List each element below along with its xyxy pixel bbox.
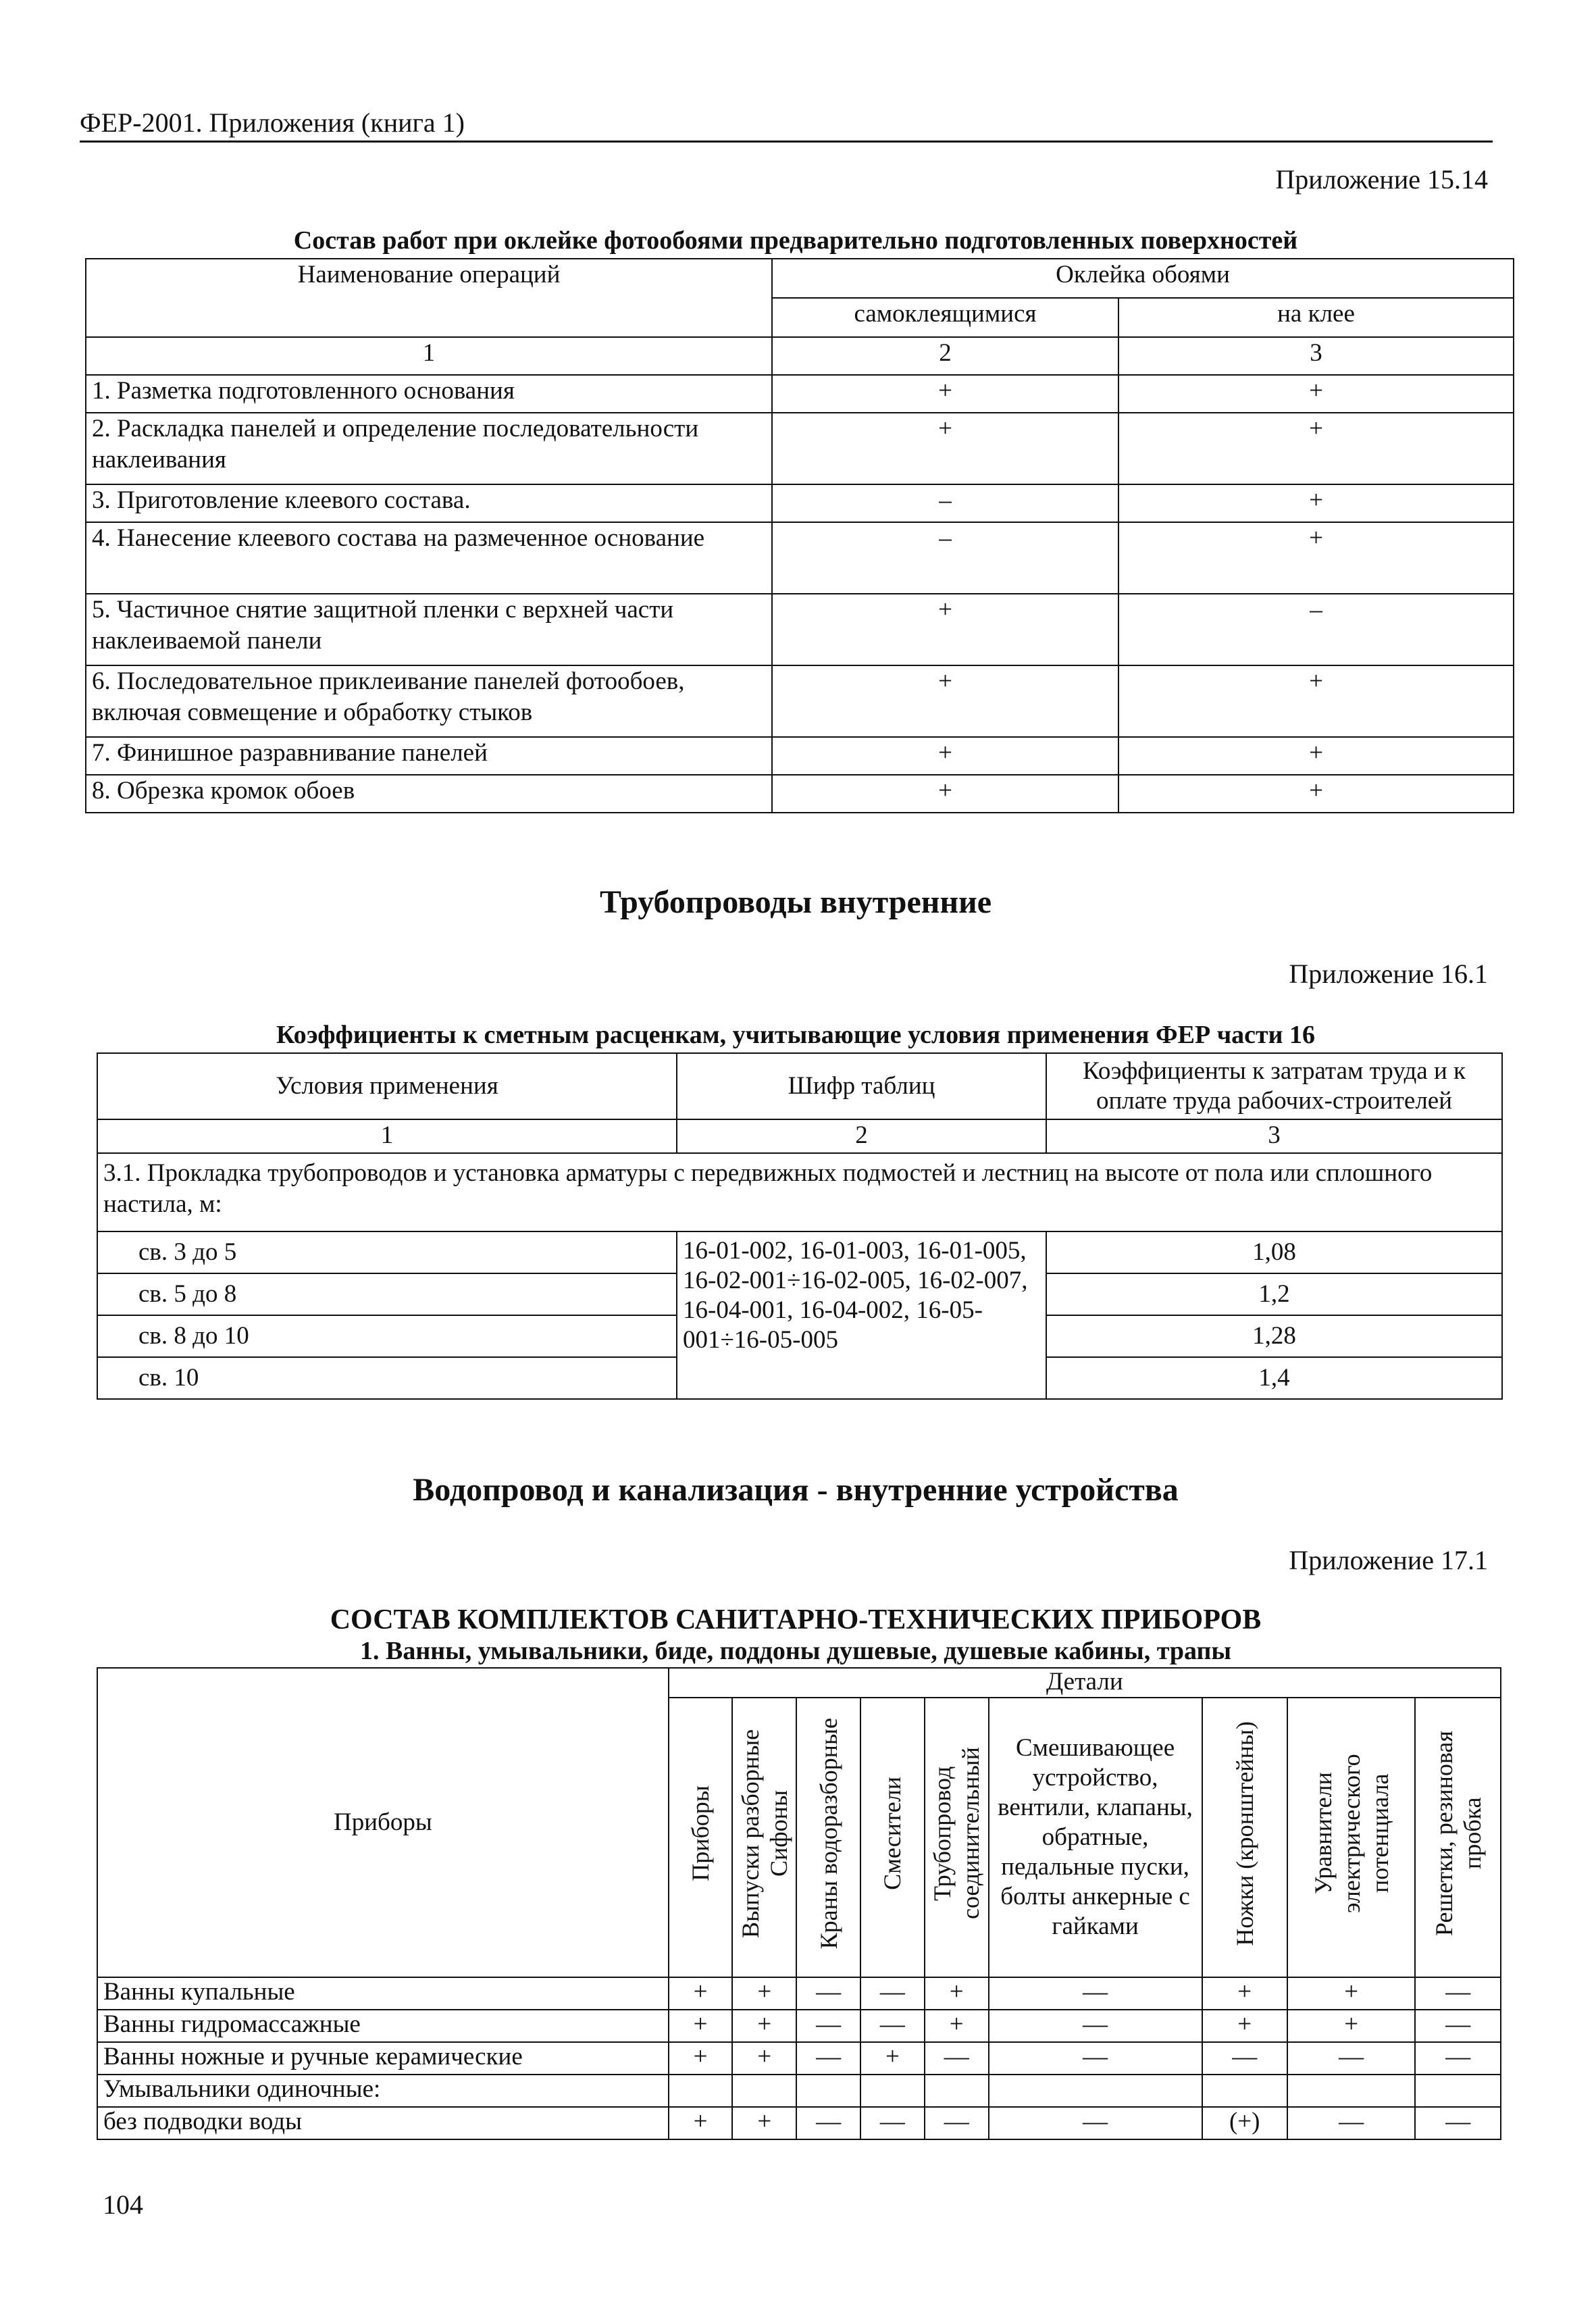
mark-glue: +	[1118, 484, 1514, 522]
col-header-drains-siphons: Выпуски разборные Сифоны	[732, 1698, 796, 1977]
col-header-taps: Краны водоразборные	[796, 1698, 860, 1977]
group-row-label: 3.1. Прокладка трубопроводов и установка арматуры с передвижных подмостей и лестниц на высоте от пола или сплошного настила, м:	[97, 1153, 1502, 1231]
cell: —	[989, 1977, 1202, 2010]
mark-glue: +	[1118, 775, 1514, 813]
mark-self-adhesive: +	[772, 594, 1118, 665]
coefficient-value: 1,4	[1046, 1357, 1502, 1399]
table3-title: СОСТАВ КОМПЛЕКТОВ САНИТАРНО-ТЕХНИЧЕСКИХ ПРИБОРОВ	[330, 1604, 1262, 1635]
table-row	[86, 665, 1514, 737]
condition-label: св. 10	[97, 1357, 677, 1399]
coefficient-value: 1,2	[1046, 1273, 1502, 1315]
col-number: 3	[1118, 337, 1514, 375]
cell	[796, 2075, 860, 2107]
section-heading-plumbing: Водопровод и канализация - внутренние устройства	[413, 1472, 1179, 1508]
cell: —	[1287, 2107, 1416, 2139]
operation-name: 2. Раскладка панелей и определение последовательности наклеивания	[86, 413, 772, 484]
table-row	[97, 1977, 1501, 2010]
cell: —	[796, 2107, 860, 2139]
mark-self-adhesive: +	[772, 775, 1118, 813]
mark-glue: +	[1118, 375, 1514, 413]
mark-self-adhesive: +	[772, 665, 1118, 737]
cell: +	[925, 1977, 989, 2010]
col-header-devices-detail: Приборы	[669, 1698, 733, 1977]
operation-name: 1. Разметка подготовленного основания	[86, 375, 772, 413]
cell: —	[860, 2107, 925, 2139]
col-number: 1	[97, 1119, 677, 1153]
operation-name: 7. Финишное разравнивание панелей	[86, 737, 772, 775]
cell: —	[1415, 2042, 1501, 2075]
cell: —	[1415, 2107, 1501, 2139]
col-number: 2	[772, 337, 1118, 375]
table3-subtitle: 1. Ванны, умывальники, биде, поддоны душевые, душевые кабины, трапы	[359, 1637, 1232, 1665]
table-row	[86, 484, 1514, 522]
cell: +	[732, 2010, 796, 2042]
device-name: Ванны купальные	[97, 1977, 669, 2010]
mark-glue: +	[1118, 522, 1514, 594]
table-row	[86, 737, 1514, 775]
cell: —	[796, 2042, 860, 2075]
table-row	[97, 2042, 1501, 2075]
cell: —	[1415, 1977, 1501, 2010]
table-coefficients	[97, 1052, 1503, 1400]
cell	[1287, 2075, 1416, 2107]
mark-self-adhesive: +	[772, 413, 1118, 484]
cell: +	[669, 2010, 733, 2042]
table-row	[86, 413, 1514, 484]
cell	[989, 2075, 1202, 2107]
col-header-wallpapering: Оклейка обоями	[772, 259, 1514, 298]
col-header-mixing-device: Смешивающее устройство, вентили, клапаны, обратные, педальные пуски, болты анкерные с гайками	[989, 1698, 1202, 1977]
col-header-details: Детали	[669, 1668, 1501, 1698]
col-header-devices: Приборы	[97, 1668, 669, 1977]
mark-self-adhesive: –	[772, 484, 1118, 522]
cell: —	[860, 2010, 925, 2042]
col-header-table-code: Шифр таблиц	[677, 1053, 1046, 1119]
col-header-self-adhesive: самоклеящимися	[772, 298, 1118, 337]
coefficient-value: 1,08	[1046, 1231, 1502, 1273]
table-row	[97, 2010, 1501, 2042]
device-name: Умывальники одиночные:	[97, 2075, 669, 2107]
cell: +	[732, 1977, 796, 2010]
cell: +	[1287, 2010, 1416, 2042]
running-header: ФЕР-2001. Приложения (книга 1)	[80, 107, 465, 138]
cell	[1202, 2075, 1287, 2107]
mark-glue: +	[1118, 413, 1514, 484]
mark-glue: +	[1118, 665, 1514, 737]
cell: —	[989, 2010, 1202, 2042]
cell: —	[796, 2010, 860, 2042]
condition-label: св. 3 до 5	[97, 1231, 677, 1273]
table1-title: Состав работ при оклейке фотообоями предварительно подготовленных поверхностей	[293, 226, 1298, 255]
table-row	[97, 1231, 1502, 1273]
operation-name: 3. Приготовление клеевого состава.	[86, 484, 772, 522]
cell: +	[1202, 2010, 1287, 2042]
col-number: 3	[1046, 1119, 1502, 1153]
cell: —	[989, 2042, 1202, 2075]
table-wallpaper-operations	[85, 258, 1514, 813]
col-number: 2	[677, 1119, 1046, 1153]
cell: +	[669, 2042, 733, 2075]
cell: +	[732, 2107, 796, 2139]
table-row	[86, 375, 1514, 413]
cell	[925, 2075, 989, 2107]
table-row	[86, 775, 1514, 813]
table-row	[97, 2107, 1501, 2139]
cell: —	[1287, 2042, 1416, 2075]
cell: —	[860, 1977, 925, 2010]
cell	[1415, 2075, 1501, 2107]
col-header-legs: Ножки (кронштейны)	[1202, 1698, 1287, 1977]
col-header-connecting-pipe: Трубопровод соединительный	[925, 1698, 989, 1977]
operation-name: 5. Частичное снятие защитной пленки с верхней части наклеиваемой панели	[86, 594, 772, 665]
col-header-conditions: Условия применения	[97, 1053, 677, 1119]
operation-name: 8. Обрезка кромок обоев	[86, 775, 772, 813]
appendix-15-14: Приложение 15.14	[1275, 164, 1488, 195]
col-number: 1	[86, 337, 772, 375]
header-rule	[80, 141, 1493, 143]
cell: +	[925, 2010, 989, 2042]
table-row	[86, 594, 1514, 665]
section-heading-pipelines: Трубопроводы внутренние	[599, 884, 992, 920]
mark-glue: –	[1118, 594, 1514, 665]
condition-label: св. 8 до 10	[97, 1315, 677, 1357]
cell	[860, 2075, 925, 2107]
appendix-16-1: Приложение 16.1	[1289, 959, 1488, 989]
mark-glue: +	[1118, 737, 1514, 775]
cell: (+)	[1202, 2107, 1287, 2139]
cell: —	[1202, 2042, 1287, 2075]
operation-name: 4. Нанесение клеевого состава на размеченное основание	[86, 522, 772, 594]
col-header-mixers: Смесители	[860, 1698, 925, 1977]
cell: +	[1287, 1977, 1416, 2010]
cell: +	[669, 2107, 733, 2139]
col-header-potential-equalizers: Уравнители электрического потенциала	[1287, 1698, 1416, 1977]
cell	[732, 2075, 796, 2107]
appendix-17-1: Приложение 17.1	[1289, 1545, 1488, 1575]
condition-label: св. 5 до 8	[97, 1273, 677, 1315]
cell: +	[669, 1977, 733, 2010]
table-sanitary-kits	[97, 1667, 1501, 2140]
cell: —	[796, 1977, 860, 2010]
cell: —	[989, 2107, 1202, 2139]
cell: +	[732, 2042, 796, 2075]
col-header-operations: Наименование операций	[86, 259, 772, 337]
device-name: без подводки воды	[97, 2107, 669, 2139]
table-row	[86, 522, 1514, 594]
table2-title: Коэффициенты к сметным расценкам, учитывающие условия применения ФЕР части 16	[276, 1021, 1316, 1049]
table-row	[97, 2075, 1501, 2107]
mark-self-adhesive: +	[772, 375, 1118, 413]
cell: +	[1202, 1977, 1287, 2010]
device-name: Ванны гидромассажные	[97, 2010, 669, 2042]
col-header-glue: на клее	[1118, 298, 1514, 337]
col-header-coefficients: Коэффициенты к затратам труда и к оплате труда рабочих-строителей	[1046, 1053, 1502, 1119]
col-header-grates-plug: Решетки, резиновая пробка	[1415, 1698, 1501, 1977]
page-number: 104	[103, 2189, 143, 2220]
device-name: Ванны ножные и ручные керамические	[97, 2042, 669, 2075]
cell	[669, 2075, 733, 2107]
table-codes: 16-01-002, 16-01-003, 16-01-005, 16-02-001÷16-02-005, 16-02-007, 16-04-001, 16-04-002, 16-05-001÷16-05-005	[677, 1231, 1046, 1399]
cell: —	[1415, 2010, 1501, 2042]
cell: —	[925, 2042, 989, 2075]
cell: —	[925, 2107, 989, 2139]
cell: +	[860, 2042, 925, 2075]
mark-self-adhesive: +	[772, 737, 1118, 775]
operation-name: 6. Последовательное приклеивание панелей фотообоев, включая совмещение и обработку стыков	[86, 665, 772, 737]
mark-self-adhesive: –	[772, 522, 1118, 594]
coefficient-value: 1,28	[1046, 1315, 1502, 1357]
